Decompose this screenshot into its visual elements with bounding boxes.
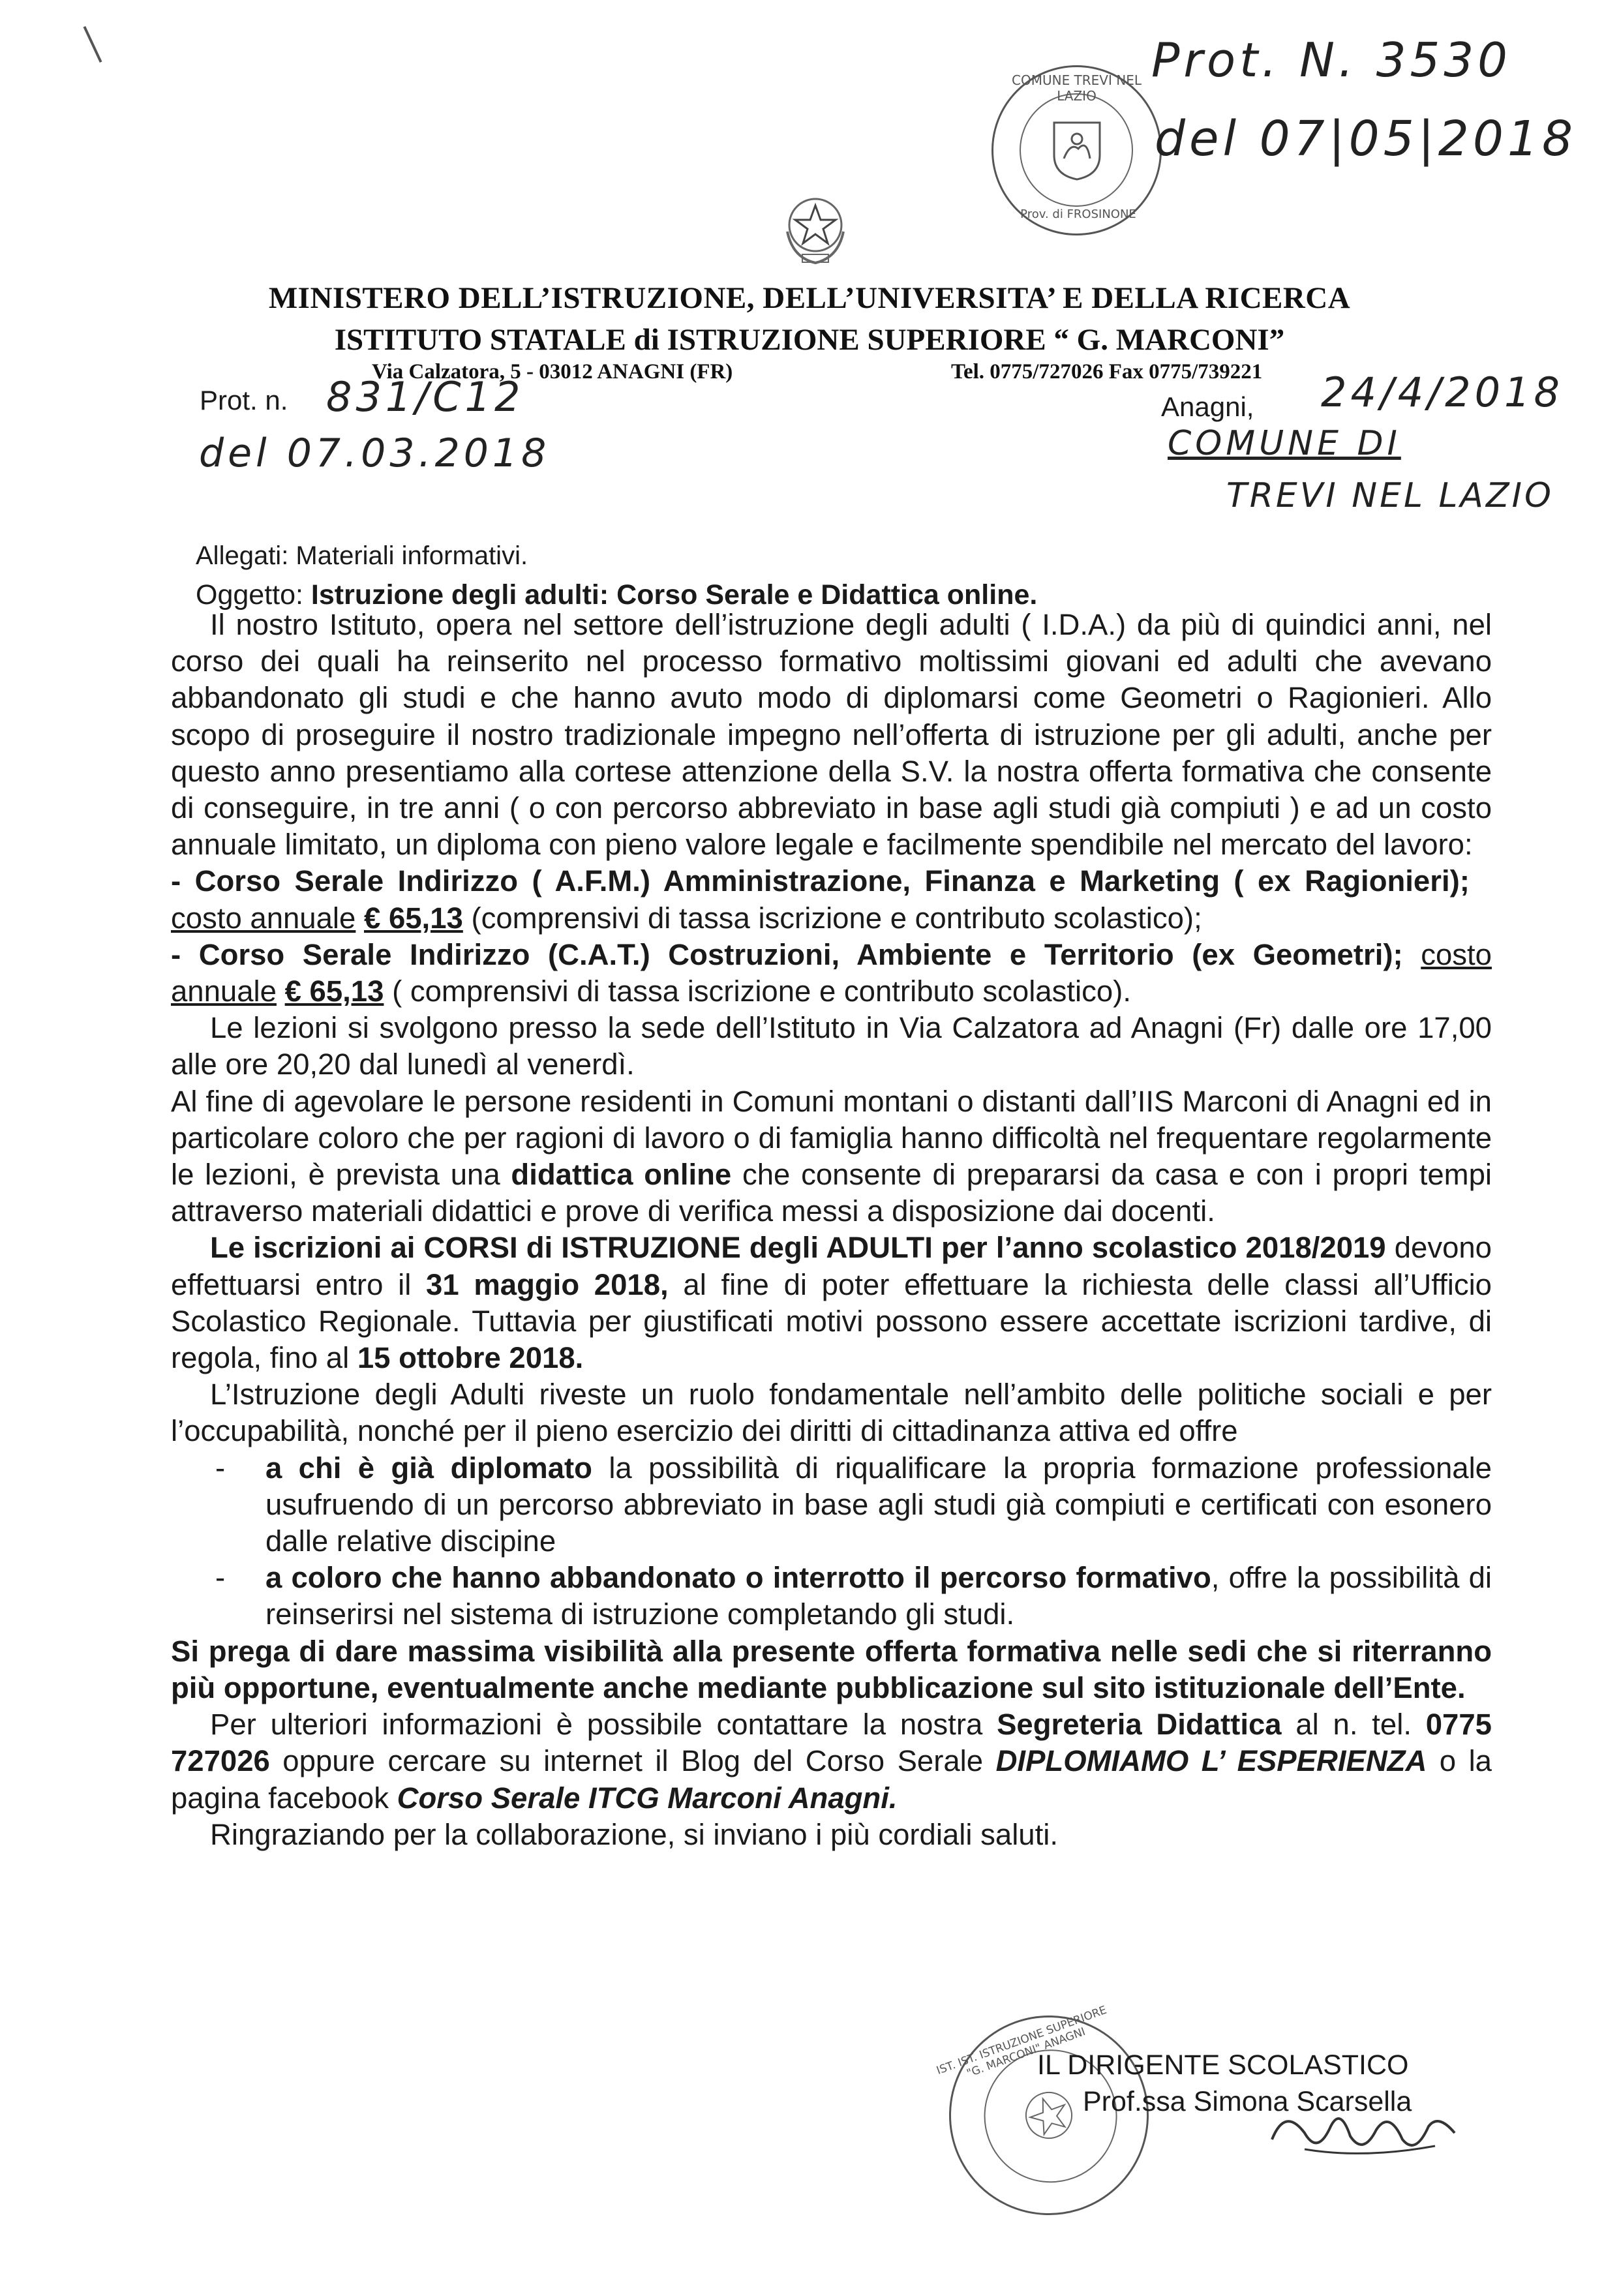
info-phone: 0775 727026 xyxy=(171,1708,1492,1778)
protocol-date: del 07.03.2018 xyxy=(199,430,551,476)
oggetto-text: Istruzione degli adulti: Corso Serale e Didattica online. xyxy=(310,579,1038,611)
bullet-dash: - xyxy=(215,1451,226,1485)
course-afm xyxy=(171,863,1492,936)
online-text-c: che consente di prepararsi da casa e con i propri tempi attraverso materiali didattici e prove di verifica messi a disposizione dai docenti. xyxy=(171,1158,1492,1228)
course-afm-cost-note: (comprensivi di tassa iscrizione e contributo scolastico); xyxy=(471,901,1202,935)
info-segreteria: Segreteria Didattica xyxy=(997,1708,1282,1742)
paragraph-ida: L’Istruzione degli Adulti riveste un ruolo fondamentale nell’ambito delle politiche sociali e per l’occupabilità, nonché per il pieno esercizio dei diritti di cittadinanza attiva ed offre xyxy=(171,1378,1492,1448)
bullet-abbandonato-bold: a coloro che hanno abbandonato o interrotto il percorso formativo xyxy=(265,1561,1211,1595)
course-afm-title: - Corso Serale Indirizzo ( A.F.M.) Amministrazione, Finanza e Marketing ( ex Ragionieri); xyxy=(171,864,1470,898)
course-afm-cost-label: costo annuale xyxy=(171,901,356,935)
oggetto-label: Oggetto: xyxy=(196,579,303,611)
iscrizioni-year-label: per l’anno scolastico xyxy=(932,1231,1237,1265)
bullet-diplomati-bold: a chi è già diplomato xyxy=(265,1451,592,1485)
protocol-number: 831/C12 xyxy=(326,373,524,421)
prega-text: Si prega di dare massima visibilità alla presente offerta formativa nelle sedi che si riterranno più opportune, eventualmente anche mediante pubblicazione sul sito istituzionale dell’Ente. xyxy=(171,1634,1492,1704)
protocol-stamp-line2: del 07|05|2018 xyxy=(1155,111,1577,167)
place-label: Anagni, xyxy=(1161,391,1254,422)
bullet-abbandonato-text: , offre la possibilità di reinserirsi nel sistema di istruzione completando gli studi. xyxy=(265,1561,1492,1631)
info-text-4: o la pagina facebook xyxy=(171,1744,1492,1815)
iscrizioni-deadline: 31 maggio 2018, xyxy=(426,1267,669,1301)
paragraph-online xyxy=(171,1083,1492,1230)
institute-contacts: Tel. 0775/727026 Fax 0775/739221 xyxy=(951,360,1263,384)
protocol-stamp-line1: Prot. N. 3530 xyxy=(1151,33,1511,87)
course-cat xyxy=(171,937,1492,1010)
paragraph-iscrizioni xyxy=(171,1230,1492,1376)
info-blog-name: DIPLOMIAMO L’ ESPERIENZA xyxy=(995,1744,1427,1778)
allegati-line: Allegati: Materiali informativi. xyxy=(196,541,528,570)
info-facebook-page: Corso Serale ITCG Marconi Anagni. xyxy=(397,1781,898,1815)
bullet-diplomati-text: la possibilità di riqualificare la propria formazione professionale usufruendo di un percorso abbreviato in base agli studi già compiuti e certificati con esonero dalle relative discipine xyxy=(265,1451,1492,1558)
iscrizioni-heading: Le iscrizioni ai CORSI di ISTRUZIONE degli ADULTI xyxy=(210,1231,933,1265)
online-text-bold: didattica online xyxy=(511,1158,732,1192)
crest-icon xyxy=(1051,119,1103,181)
comune-stamp-bottom-text: Prov. di FROSINONE xyxy=(1020,207,1136,221)
bullet-diplomati xyxy=(171,1450,1492,1560)
iscrizioni-late-deadline: 15 ottobre 2018. xyxy=(357,1341,584,1375)
letter-date: 24/4/2018 xyxy=(1321,369,1564,416)
letter-body xyxy=(171,607,1492,1853)
iscrizioni-year: 2018/2019 xyxy=(1245,1231,1386,1265)
school-stamp-ring-text: IST. IST. ISTRUZIONE SUPERIORE "G. MARCONI" ANAGNI xyxy=(935,2003,1109,2081)
signature-name: Prof.ssa Simona Scarsella xyxy=(1083,2086,1412,2117)
course-cat-cost-note: ( comprensivi di tassa iscrizione e contributo scolastico). xyxy=(392,974,1131,1008)
recipient-line2: TREVI NEL LAZIO xyxy=(1226,476,1554,515)
paragraph-lezioni: Le lezioni si svolgono presso la sede dell’Istituto in Via Calzatora ad Anagni (Fr) dalle ore 17,00 alle ore 20,20 dal lunedì al venerdì. xyxy=(171,1011,1492,1081)
course-afm-cost-value: € 65,13 xyxy=(364,901,463,935)
recipient-line1: COMUNE DI xyxy=(1168,424,1401,463)
iscrizioni-text-2: al fine di poter effettuare la richiesta delle classi all’Ufficio Scolastico Regionale. Tuttavia per giustificati motivi possono essere accettate iscrizioni tardive, di regola, fino al xyxy=(171,1267,1492,1375)
course-cat-cost-label: costo annuale xyxy=(171,937,1492,1008)
comune-stamp xyxy=(991,65,1162,235)
course-cat-title: - Corso Serale Indirizzo (C.A.T.) Costruzioni, Ambiente e Territorio (ex Geometri); xyxy=(171,937,1403,971)
iscrizioni-text-1: devono effettuarsi entro il xyxy=(171,1231,1492,1301)
bullet-dash: - xyxy=(215,1561,226,1595)
scan-mark xyxy=(83,26,102,63)
info-text-1: Per ulteriori informazioni è possibile contattare la nostra xyxy=(210,1708,983,1742)
institute-heading: ISTITUTO STATALE di ISTRUZIONE SUPERIORE “ G. MARCONI” xyxy=(334,323,1285,357)
signature-title: IL DIRIGENTE SCOLASTICO xyxy=(1037,2049,1409,2081)
paragraph-intro: Il nostro Istituto, opera nel settore dell’istruzione degli adulti ( I.D.A.) da più di quindici anni, nel corso dei quali ha reinserito nel processo formativo moltissimi giovani ed adulti che avevano abbandonato gli studi e che hanno avuto modo di diplomarsi come Geometri o Ragionieri. Allo scopo di proseguire il nostro tradizionale impegno nell’offerta di istruzione per gli adulti, anche per questo anno presentiamo alla cortese attenzione della S.V. la nostra offerta formativa che consente di conseguire, in tre anni ( o con percorso abbreviato in base agli studi già compiuti ) e ad un costo annuale limitato, un diploma con pieno valore legale e facilmente spendibile nel mercato del lavoro: xyxy=(171,608,1492,862)
course-cat-cost-value: € 65,13 xyxy=(284,974,384,1008)
institute-address: Via Calzatora, 5 - 03012 ANAGNI (FR) xyxy=(372,360,733,384)
info-text-3: oppure cercare su internet il Blog del Corso Serale xyxy=(269,1744,984,1778)
comune-stamp-ring-text: COMUNE TREVI NEL LAZIO xyxy=(1012,72,1142,104)
handwritten-signature xyxy=(1265,2094,1461,2166)
ministry-heading: MINISTERO DELL’ISTRUZIONE, DELL’UNIVERSITA’ E DELLA RICERCA xyxy=(268,281,1351,315)
paragraph-prega xyxy=(171,1633,1492,1706)
paragraph-info xyxy=(171,1706,1492,1817)
republic-emblem-icon xyxy=(779,186,851,267)
online-text-a: Al fine di agevolare le persone residenti in Comuni montani o distanti dall’IIS Marconi di Anagni ed in particolare coloro che per ragioni di lavoro o di famiglia hanno difficoltà nel frequentare regolarmente le lezioni, è prevista una xyxy=(171,1084,1492,1192)
info-text-2: al n. tel. xyxy=(1281,1708,1412,1742)
bullet-abbandonato xyxy=(171,1560,1492,1633)
paragraph-ringraziamenti: Ringraziando per la collaborazione, si inviano i più cordiali saluti. xyxy=(210,1817,1058,1851)
protocol-label: Prot. n. xyxy=(200,385,288,415)
